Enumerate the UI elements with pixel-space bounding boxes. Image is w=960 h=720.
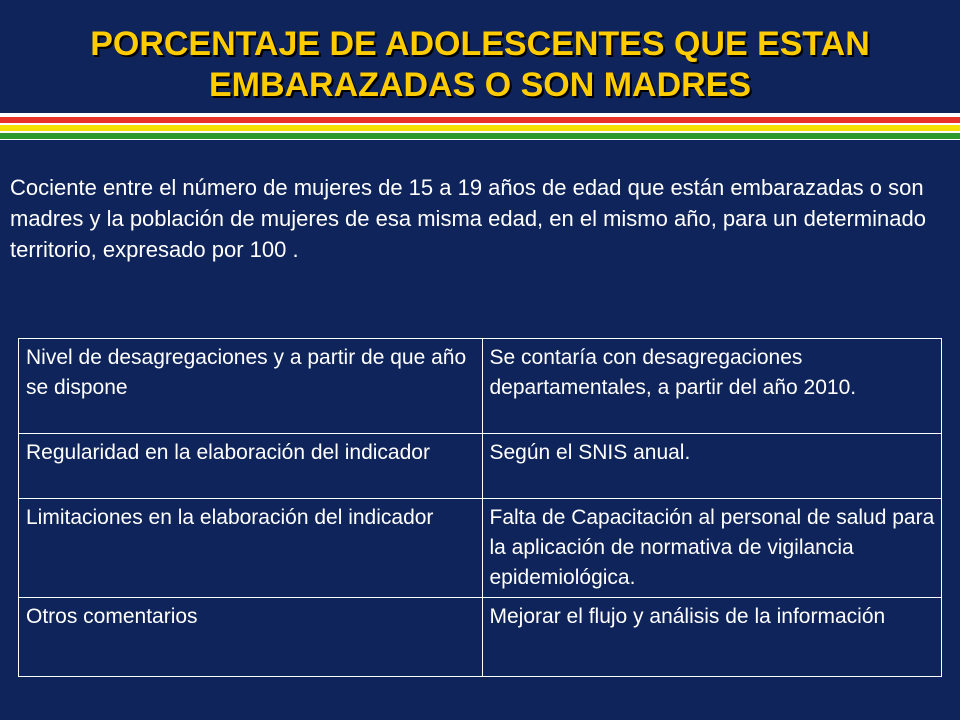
- table-row: [19, 499, 942, 598]
- table-row: [19, 598, 942, 677]
- row-value: Mejorar el flujo y análisis de la información: [482, 598, 942, 677]
- row-label: Otros comentarios: [19, 598, 483, 677]
- slide-title: [0, 24, 960, 106]
- slide-title-line-1: PORCENTAJE DE ADOLESCENTES QUE ESTAN: [90, 25, 870, 63]
- slide-title-line-2: EMBARAZADAS O SON MADRES: [208, 66, 752, 104]
- row-value: Según el SNIS anual.: [482, 434, 942, 499]
- row-label: Nivel de desagregaciones y a partir de que año se dispone: [19, 339, 483, 434]
- table-row: [19, 339, 942, 434]
- row-value: Falta de Capacitación al personal de salud para la aplicación de normativa de vigilancia epidemiológica.: [482, 499, 942, 598]
- row-value: Se contaría con desagregaciones departamentales, a partir del año 2010.: [482, 339, 942, 434]
- table-row: [19, 434, 942, 499]
- flag-stripes-divider: [0, 113, 960, 140]
- indicator-definition: Cociente entre el número de mujeres de 15 a 19 años de edad que están embarazadas o son madres y la población de mujeres de esa misma edad, en el mismo año, para un determinado territorio, expresado por 100 .: [10, 175, 926, 262]
- row-label: Regularidad en la elaboración del indicador: [19, 434, 483, 499]
- row-label: Limitaciones en la elaboración del indicador: [19, 499, 483, 598]
- indicator-info-table: [18, 338, 942, 677]
- white-stripe: [0, 139, 960, 140]
